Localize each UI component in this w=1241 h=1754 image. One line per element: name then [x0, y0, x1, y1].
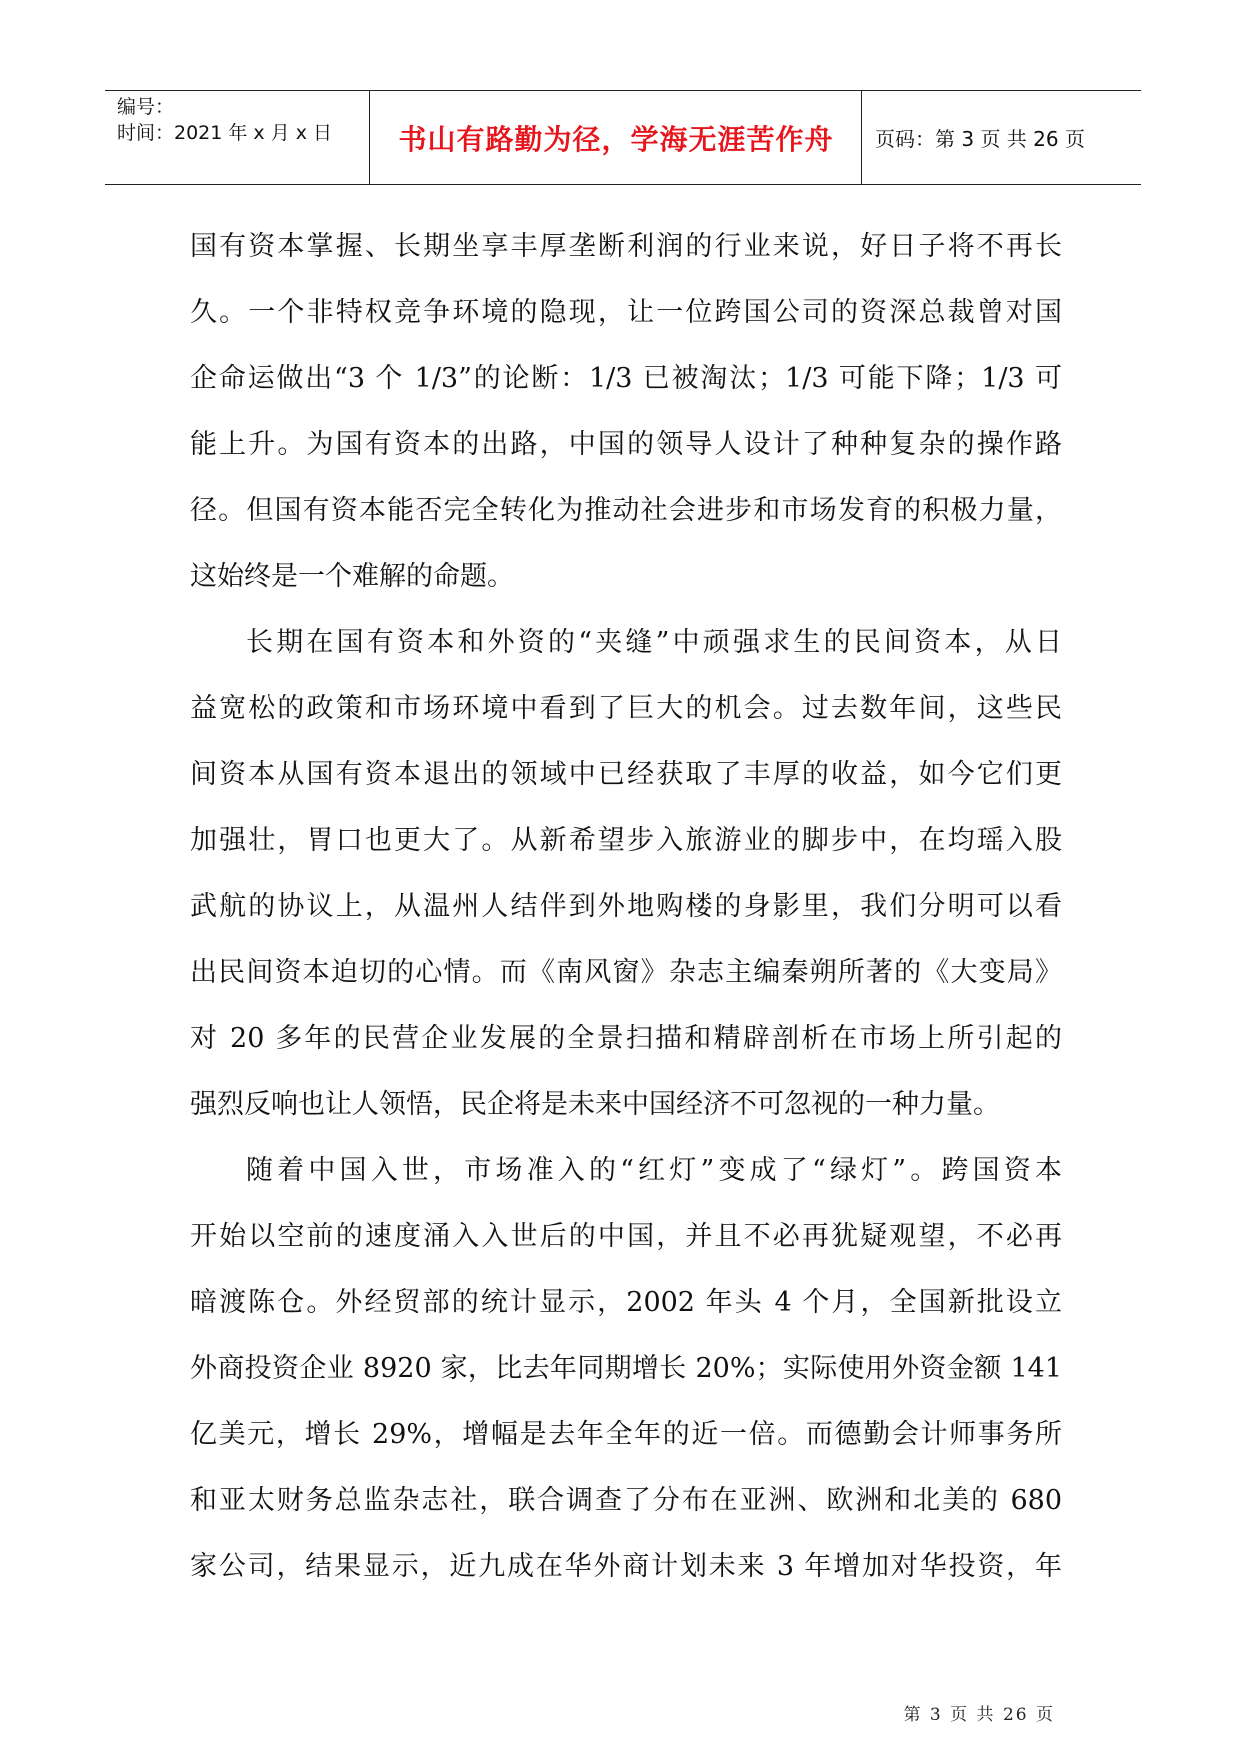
- text-line: 能上升。为国有资本的出路，中国的领导人设计了种种复杂的操作路: [190, 429, 1062, 460]
- text-line: 武航的协议上，从温州人结伴到外地购楼的身影里，我们分明可以看: [190, 891, 1062, 922]
- header-divider: [369, 91, 370, 184]
- document-body: [190, 218, 1062, 1604]
- text-line: 暗渡陈仓。外经贸部的统计显示，2002 年头 4 个月，全国新批设立: [190, 1287, 1062, 1318]
- text-line: 出民间资本迫切的心情。而《南风窗》杂志主编秦朔所著的《大变局》: [190, 957, 1062, 988]
- header-motto: 书山有路勤为径，学海无涯苦作舟: [398, 122, 834, 156]
- page-header: [105, 90, 1141, 185]
- text-line: 国有资本掌握、长期坐享丰厚垄断利润的行业来说，好日子将不再长: [190, 231, 1062, 262]
- text-line: 开始以空前的速度涌入入世后的中国，并且不必再犹疑观望，不必再: [190, 1221, 1062, 1252]
- text-line: 亿美元，增长 29%，增幅是去年全年的近一倍。而德勤会计师事务所: [190, 1419, 1062, 1450]
- text-line: 加强壮，胃口也更大了。从新希望步入旅游业的脚步中，在均瑶入股: [190, 825, 1062, 856]
- header-page-number: 页码：第 3 页 共 26 页: [875, 127, 1085, 151]
- text-line: 间资本从国有资本退出的领域中已经获取了丰厚的收益，如今它们更: [190, 759, 1062, 790]
- code-label: 编号：: [117, 96, 175, 118]
- text-line: 强烈反响也让人领悟，民企将是未来中国经济不可忽视的一种力量。: [190, 1089, 1000, 1120]
- text-line: 久。一个非特权竞争环境的隐现，让一位跨国公司的资深总裁曾对国: [190, 297, 1062, 328]
- text-line: 企命运做出“3 个 1/3”的论断：1/3 已被淘汰；1/3 可能下降；1/3 可: [190, 363, 1062, 394]
- text-line: 长期在国有资本和外资的“夹缝”中顽强求生的民间资本，从日: [246, 627, 1062, 658]
- page-footer: 第 3 页 共 26 页: [903, 1705, 1055, 1725]
- text-line: 随着中国入世，市场准入的“红灯”变成了“绿灯”。跨国资本: [246, 1155, 1062, 1186]
- time-label: 时间：2021 年 x 月 x 日: [117, 122, 333, 144]
- text-line: 对 20 多年的民营企业发展的全景扫描和精辟剖析在市场上所引起的: [190, 1023, 1062, 1054]
- text-line: 径。但国有资本能否完全转化为推动社会进步和市场发育的积极力量，: [190, 495, 1062, 526]
- text-line: 这始终是一个难解的命题。: [190, 561, 514, 592]
- text-line: 家公司，结果显示，近九成在华外商计划未来 3 年增加对华投资，年: [190, 1551, 1062, 1582]
- header-divider: [861, 91, 862, 184]
- text-line: 益宽松的政策和市场环境中看到了巨大的机会。过去数年间，这些民: [190, 693, 1062, 724]
- text-line: 和亚太财务总监杂志社，联合调查了分布在亚洲、欧洲和北美的 680: [190, 1485, 1062, 1516]
- header-info: [117, 91, 372, 184]
- text-line: 外商投资企业 8920 家，比去年同期增长 20%；实际使用外资金额 141: [190, 1353, 1062, 1384]
